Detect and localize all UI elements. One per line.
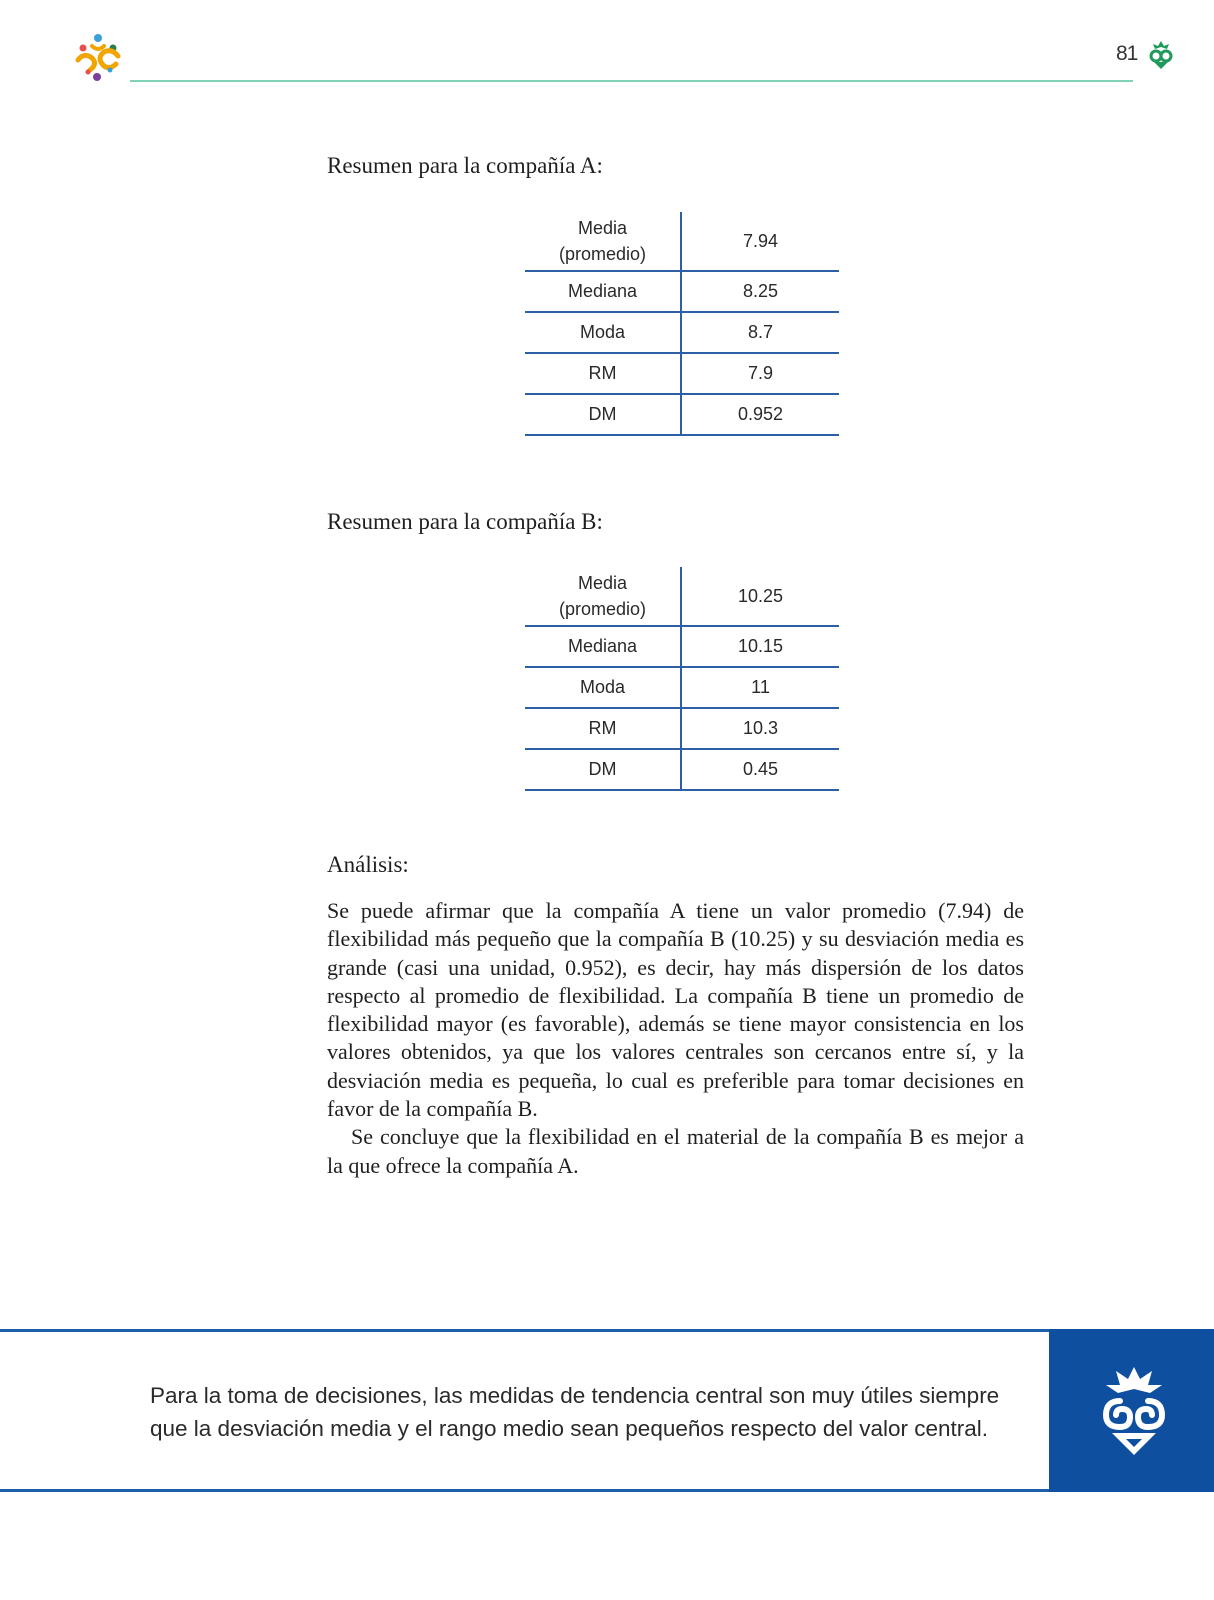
row-label-line: Media — [577, 218, 628, 238]
section-b-heading: Resumen para la compañía B: — [327, 509, 603, 534]
row-label: Moda — [525, 667, 681, 708]
row-label: DM — [525, 749, 681, 790]
table-row — [525, 353, 839, 394]
table-row — [525, 667, 839, 708]
row-value: 0.45 — [681, 749, 839, 790]
analysis-paragraph: Se puede afirmar que la compañía A tiene un valor promedio (7.94) de flexibilidad más pequeño que la compañía B (10.25) y su desviación media es grande (casi una unidad, 0.952), es decir, hay más dispersión de los datos respecto al promedio de flexibilidad. La compañía B tiene un promedio de flexibilidad mayor (es favorable), además se tiene mayor consistencia en los valores obtenidos, ya que los valores centrales son cercanos entre sí, y la desviación media es pequeña, lo cual es preferible para tomar decisiones en favor de la compañía B. — [327, 898, 1024, 1122]
row-value: 7.9 — [681, 353, 839, 394]
row-label — [525, 567, 681, 626]
note-text: Para la toma de decisiones, las medidas de tendencia central son muy útiles siempre que la desviación media y el rango medio sean pequeños respecto del valor central. — [150, 1383, 1000, 1441]
summary-table-b — [525, 567, 839, 791]
row-label: Moda — [525, 312, 681, 353]
table-row — [525, 394, 839, 435]
table-row — [525, 312, 839, 353]
row-label-line: Media — [577, 573, 628, 593]
summary-table-a — [525, 212, 839, 436]
row-label — [525, 212, 681, 271]
row-value: 10.15 — [681, 626, 839, 667]
row-label: RM — [525, 708, 681, 749]
table-row — [525, 626, 839, 667]
row-label-line: (promedio) — [558, 244, 647, 264]
section-a-heading: Resumen para la compañía A: — [327, 153, 603, 178]
row-label: Mediana — [525, 271, 681, 312]
colorful-figures-logo-icon — [70, 30, 126, 86]
row-value: 11 — [681, 667, 839, 708]
header-rule — [130, 80, 1133, 82]
table-row — [525, 212, 839, 271]
table-row — [525, 749, 839, 790]
row-value: 8.7 — [681, 312, 839, 353]
table-row — [525, 271, 839, 312]
row-value: 0.952 — [681, 394, 839, 435]
row-label: Mediana — [525, 626, 681, 667]
page-number: 81 — [1116, 42, 1138, 65]
row-label-line: (promedio) — [558, 599, 647, 619]
analysis-conclusion: Se concluye que la flexibilidad en el material de la compañía B es mejor a la que ofrece la compañía A. — [327, 1124, 1024, 1178]
row-value: 7.94 — [681, 212, 839, 271]
analysis-heading: Análisis: — [327, 852, 409, 877]
white-emblem-icon — [1098, 1365, 1170, 1457]
row-value: 10.3 — [681, 708, 839, 749]
green-emblem-icon — [1148, 40, 1174, 70]
table-row — [525, 567, 839, 626]
row-label: DM — [525, 394, 681, 435]
analysis-body — [327, 897, 1024, 1180]
row-label: RM — [525, 353, 681, 394]
table-row — [525, 708, 839, 749]
row-value: 8.25 — [681, 271, 839, 312]
row-value: 10.25 — [681, 567, 839, 626]
